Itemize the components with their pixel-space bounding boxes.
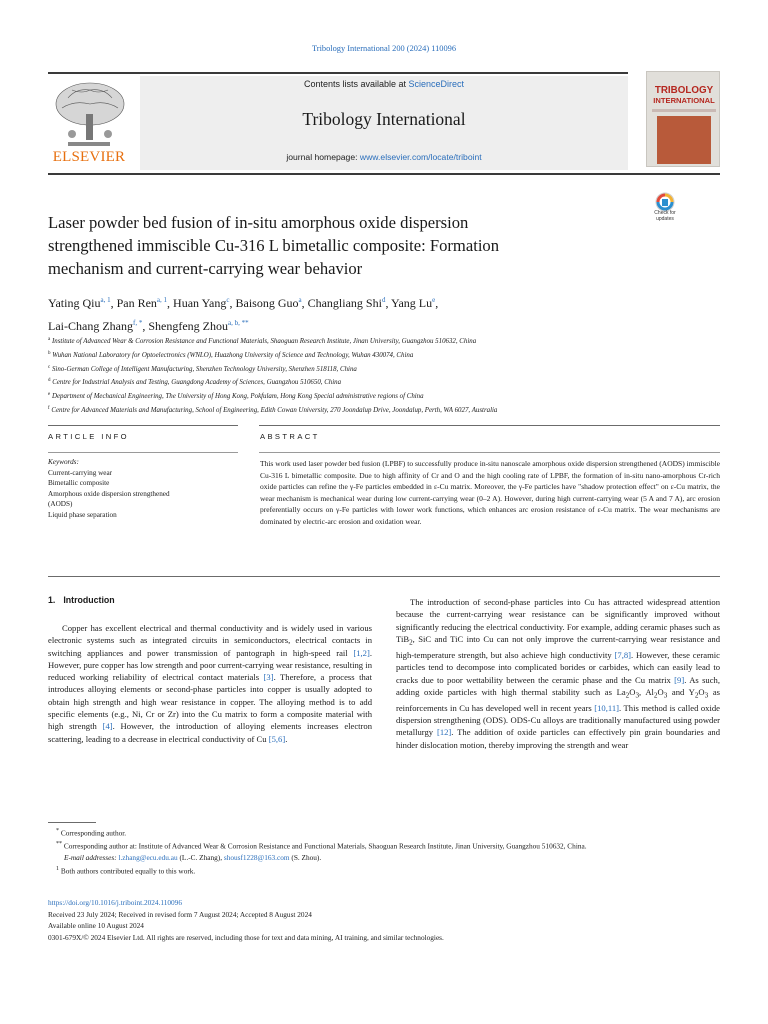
- body-text: O: [657, 686, 664, 697]
- author[interactable]: [48, 319, 142, 333]
- masthead-bottom-rule: [48, 173, 720, 175]
- journal-band: [140, 76, 628, 170]
- paragraph: [396, 596, 720, 751]
- citation-link[interactable]: [1,2]: [353, 647, 370, 658]
- affiliation-text: Institute of Advanced Wear & Corrosion Resistance and Functional Materials, Shaoguan Research Institute, Jinan University, Guangzhou 510632, China: [51, 338, 477, 345]
- title-line: strengthened immiscible Cu-316 L bimetallic composite: Formation: [48, 236, 500, 255]
- affiliation: [48, 362, 728, 376]
- footnote-text: Both authors contributed equally to this work.: [60, 866, 196, 876]
- keyword: Current-carrying wear: [48, 468, 113, 477]
- author-separator: ,: [385, 296, 391, 310]
- author-separator: ,: [229, 296, 236, 310]
- author-separator: ,: [435, 296, 439, 310]
- footnote: [48, 839, 720, 852]
- affiliation-text: Wuhan National Laboratory for Optoelectronics (WNLO), Huazhong University of Science and Technology, Wuhan 430074, China: [52, 351, 414, 359]
- author-separator: ,: [167, 296, 174, 310]
- keyword: (AODS): [48, 500, 73, 508]
- cover-image: [657, 116, 711, 164]
- abstract-top-rule: [259, 425, 720, 426]
- keywords-block: [48, 457, 240, 520]
- author-name: Huan Yang: [173, 296, 227, 310]
- section-heading: [48, 595, 115, 605]
- author-name: Baisong Guo: [235, 296, 299, 310]
- email-link[interactable]: shousf1228@163.com: [223, 853, 290, 863]
- keywords-label: Keywords:: [48, 458, 79, 466]
- author-name: Shengfeng Zhou: [148, 319, 228, 333]
- article-info-divider: [48, 452, 238, 453]
- masthead-top-rule: [48, 72, 628, 74]
- check-updates-icon: [645, 192, 685, 212]
- received-dates: Received 23 July 2024; Received in revised form 7 August 2024; Accepted 8 August 2024: [48, 909, 312, 919]
- affiliation: [48, 389, 728, 403]
- affiliation-list: [48, 334, 728, 417]
- subscript: 2: [409, 638, 413, 647]
- author-affiliation-mark[interactable]: a, b, **: [227, 319, 249, 327]
- citation-link[interactable]: [7,8]: [614, 649, 632, 660]
- keyword: Amorphous oxide dispersion strengthened: [48, 489, 170, 498]
- footnote-mark: 1: [56, 865, 60, 872]
- author[interactable]: [48, 296, 111, 310]
- affiliation-text: Centre for Industrial Analysis and Testing, Guangdong Academy of Sciences, Guangzhou 510650, China: [52, 379, 342, 387]
- footnote-mark: **: [56, 841, 63, 848]
- homepage-line: [140, 152, 628, 162]
- sciencedirect-link[interactable]: ScienceDirect: [408, 79, 465, 89]
- author-affiliation-mark[interactable]: e: [432, 296, 436, 304]
- body-text: .: [285, 733, 288, 744]
- check-for-updates-button[interactable]: [645, 192, 685, 230]
- author-affiliation-mark[interactable]: a, 1: [100, 296, 111, 304]
- citation-link[interactable]: [12]: [436, 727, 452, 738]
- affiliation-text: Department of Mechanical Engineering, The University of Hong Kong, Pokfulam, Hong Kong Special administrative regions of China: [51, 393, 424, 401]
- footnote-mark: *: [56, 828, 60, 834]
- email-label: E-mail addresses:: [64, 853, 117, 863]
- citation-link[interactable]: [3]: [263, 672, 274, 683]
- body-text: . Therefore, a process that introduces alloying elements or second-phase particles into copper is usually adopted to obtain high strength and high wear resistance in copper. The alloying method is to add specific elements (e.g., Ni, Cr or Zr) into the Cu matrix to form a composite material with high strength: [48, 672, 372, 732]
- citation-link[interactable]: [10,11]: [594, 702, 620, 713]
- body-text: , Al: [639, 686, 654, 697]
- article-info-top-rule: [48, 425, 238, 426]
- author-affiliation-mark[interactable]: a, 1: [156, 296, 168, 304]
- contents-line: [140, 79, 628, 89]
- subscript: 2: [653, 691, 658, 700]
- title-line: mechanism and current-carrying wear behavior: [48, 259, 363, 278]
- email-owner: (L.-C. Zhang),: [177, 853, 224, 863]
- publisher-wordmark: ELSEVIER: [52, 149, 126, 165]
- author-affiliation-mark[interactable]: d: [381, 296, 386, 304]
- body-text: O: [698, 686, 705, 697]
- affiliation: [48, 334, 728, 348]
- email-link[interactable]: l.zhang@ecu.edu.au: [118, 853, 178, 863]
- author[interactable]: [173, 296, 229, 310]
- subscript: 2: [694, 691, 699, 700]
- paragraph: [48, 622, 372, 745]
- article-metadata: [48, 897, 720, 943]
- author-name: Yang Lu: [391, 296, 433, 310]
- footnote-text: Corresponding author at: Institute of Advanced Wear & Corrosion Resistance and Functional Materials, Shaoguan Research Institute, Jinan University, Guangzhou 510632, China.: [63, 841, 587, 851]
- footnote: [48, 864, 720, 877]
- affiliation-key: c: [48, 364, 51, 370]
- body-text: , SiC and TiC into Cu can not only improve the current-carrying wear resistance and high-temperature strength, but also achieve high conductivity: [396, 633, 720, 660]
- citation-link[interactable]: [5,6]: [268, 733, 286, 744]
- footnote-rule: [48, 822, 96, 823]
- body-text: . However, these ceramic particles tend to decompose into complicated borides or carbides, which can easily lead to cracks due to poor wettability between the ceramic phase and the Cu matrix: [396, 649, 720, 685]
- abstract-bottom-rule: [48, 576, 720, 577]
- author-name: Pan Ren: [116, 296, 157, 310]
- affiliation-key: d: [48, 378, 51, 384]
- abstract-text: This work used laser powder bed fusion (LPBF) to successfully produce in-situ nanoscale amorphous oxide dispersion strengthened (AODS) immiscible Cu-316 L bimetallic composite. Due to high affinity of Cr and O and the high cooling rate of LPBF, the formation of in-situ nano-amorphous Cr-rich oxide particles can refine the γ-Fe particles embedded in ε-Cu matrix. Moreover, the γ-Fe particles have "shadow protection effect" on ε-Cu matrix, the wear mechanism is mechanical wear during low current-carrying wear (0–2 A). However, during high current-carrying wear (5 A and 7 A), arc erosion preferentially occurs on γ-Fe particles with lower work functions, which enhances arc erosion resistance of ε-Cu matrix. The wear mechanisms are dominated by electric-arc erosion and oxidation wear.: [260, 459, 720, 526]
- cover-title-line2: INTERNATIONAL: [653, 96, 715, 105]
- body-text: . However, the introduction of alloying elements increases electron scattering, leading to a decrease in electrical conductivity of Cu: [48, 721, 372, 744]
- article-info-heading: ARTICLE INFO: [48, 432, 129, 441]
- author-affiliation-mark[interactable]: a: [298, 296, 302, 304]
- body-text: . This method is called oxide dispersion strengthening (ODS). ODS-Cu alloys are traditionally manufactured using powder metallurgy: [396, 702, 720, 738]
- body-text: and Y: [667, 686, 695, 697]
- footnotes: [48, 826, 720, 877]
- author-separator: ,: [110, 296, 117, 310]
- check-updates-label: [645, 211, 685, 222]
- title-line: Laser powder bed fusion of in-situ amorphous oxide dispersion: [48, 213, 469, 232]
- author-affiliation-mark[interactable]: c: [226, 296, 230, 304]
- elsevier-tree-icon: [48, 78, 130, 148]
- cover-title-line1: TRIBOLOGY: [654, 85, 714, 96]
- section-number: 1.: [48, 595, 56, 605]
- footnote-text: Corresponding author.: [60, 828, 127, 838]
- author-name: Changliang Shi: [307, 296, 382, 310]
- copyright-line: 0301-679X/© 2024 Elsevier Ltd. All rights are reserved, including those for text and data mining, AI training, and similar technologies.: [48, 932, 444, 942]
- subscript: 3: [635, 691, 640, 700]
- author[interactable]: [117, 296, 167, 310]
- keyword: Bimetallic composite: [48, 479, 110, 487]
- affiliation-key: a: [48, 337, 51, 342]
- abstract-divider: [259, 452, 720, 453]
- journal-title: Tribology International: [302, 109, 466, 129]
- body-text: O: [629, 686, 636, 697]
- author[interactable]: [235, 296, 301, 310]
- section-title: Introduction: [63, 595, 115, 605]
- body-text: . The addition of oxide particles can effectively pin grain boundaries and hinder dislocation motion, thereby improving the strength and wear: [396, 727, 720, 750]
- affiliation-text: Centre for Advanced Materials and Manufacturing, School of Engineering, Edith Cowan University, 270 Joondalup Drive, Joondalup, Perth, WA 6027, Australia: [51, 406, 498, 414]
- body-column-left: [48, 622, 372, 745]
- author-separator: ,: [142, 319, 149, 333]
- body-text: as reinforcements in Cu has developed well in recent years: [396, 686, 720, 713]
- homepage-link[interactable]: www.elsevier.com/locate/triboint: [359, 152, 482, 162]
- journal-cover-thumbnail[interactable]: [646, 71, 720, 167]
- citation-link[interactable]: [4]: [102, 721, 113, 732]
- check-updates-line2: updates: [656, 215, 674, 222]
- affiliation-text: Sino-German College of Intelligent Manufacturing, Shenzhen Technology University, Shenzhen 518118, China: [51, 365, 357, 373]
- journal-masthead: [48, 72, 720, 172]
- author[interactable]: [391, 296, 435, 310]
- check-updates-line1: Check for: [654, 210, 676, 216]
- keyword: Liquid phase separation: [48, 510, 117, 519]
- subscript: 3: [704, 691, 709, 700]
- body-text: . However, pure copper has low strength and poor current-carrying wear resistance, resulting in reduced working reliability of electrical contact materials: [48, 647, 372, 683]
- elsevier-logo[interactable]: [48, 78, 130, 170]
- paper-title: [48, 211, 608, 280]
- running-head[interactable]: Tribology International 200 (2024) 110096: [311, 44, 457, 53]
- author-list: [48, 290, 728, 336]
- doi-link[interactable]: https://doi.org/10.1016/j.triboint.2024.110096: [48, 898, 182, 907]
- author[interactable]: [148, 319, 248, 333]
- affiliation: [48, 348, 728, 362]
- body-text: . As such, adding oxide particles with high thermal stability such as La: [396, 674, 720, 697]
- cover-title: [649, 86, 719, 106]
- contents-prefix: Contents lists available at: [303, 79, 409, 89]
- affiliation-key: b: [48, 350, 51, 356]
- author-separator: ,: [301, 296, 308, 310]
- affiliation-key: f: [48, 405, 50, 411]
- body-text: The introduction of second-phase particles into Cu has attracted widespread attention because the current-carrying wear resistance can be significantly improved without significantly reducing the electrical conductivity. For example, adding ceramic phases such as TiB: [396, 597, 720, 644]
- affiliation: [48, 375, 728, 389]
- available-online: Available online 10 August 2024: [48, 921, 144, 931]
- body-text: Copper has excellent electrical and thermal conductivity and is widely used in various electronic systems such as integrated circuits in semiconductors, electrical contacts in switching appliances and power transmission of pantograph in high-speed rail: [48, 623, 372, 658]
- cover-subtitle-bar: [652, 109, 716, 112]
- author-name: Lai-Chang Zhang: [48, 319, 133, 333]
- footnote: [48, 826, 720, 839]
- homepage-prefix: journal homepage:: [286, 152, 360, 162]
- subscript: 3: [663, 691, 668, 700]
- body-column-right: [396, 596, 720, 751]
- subscript: 2: [625, 691, 630, 700]
- email-owner: (S. Zhou).: [289, 853, 322, 863]
- author-name: Yating Qiu: [48, 296, 101, 310]
- citation-link[interactable]: [9]: [674, 674, 685, 685]
- email-footnote: [48, 852, 720, 864]
- author-affiliation-mark[interactable]: f, *: [132, 319, 143, 327]
- abstract-heading: ABSTRACT: [260, 432, 320, 441]
- author[interactable]: [308, 296, 386, 310]
- affiliation: [48, 403, 728, 417]
- affiliation-key: e: [48, 392, 51, 398]
